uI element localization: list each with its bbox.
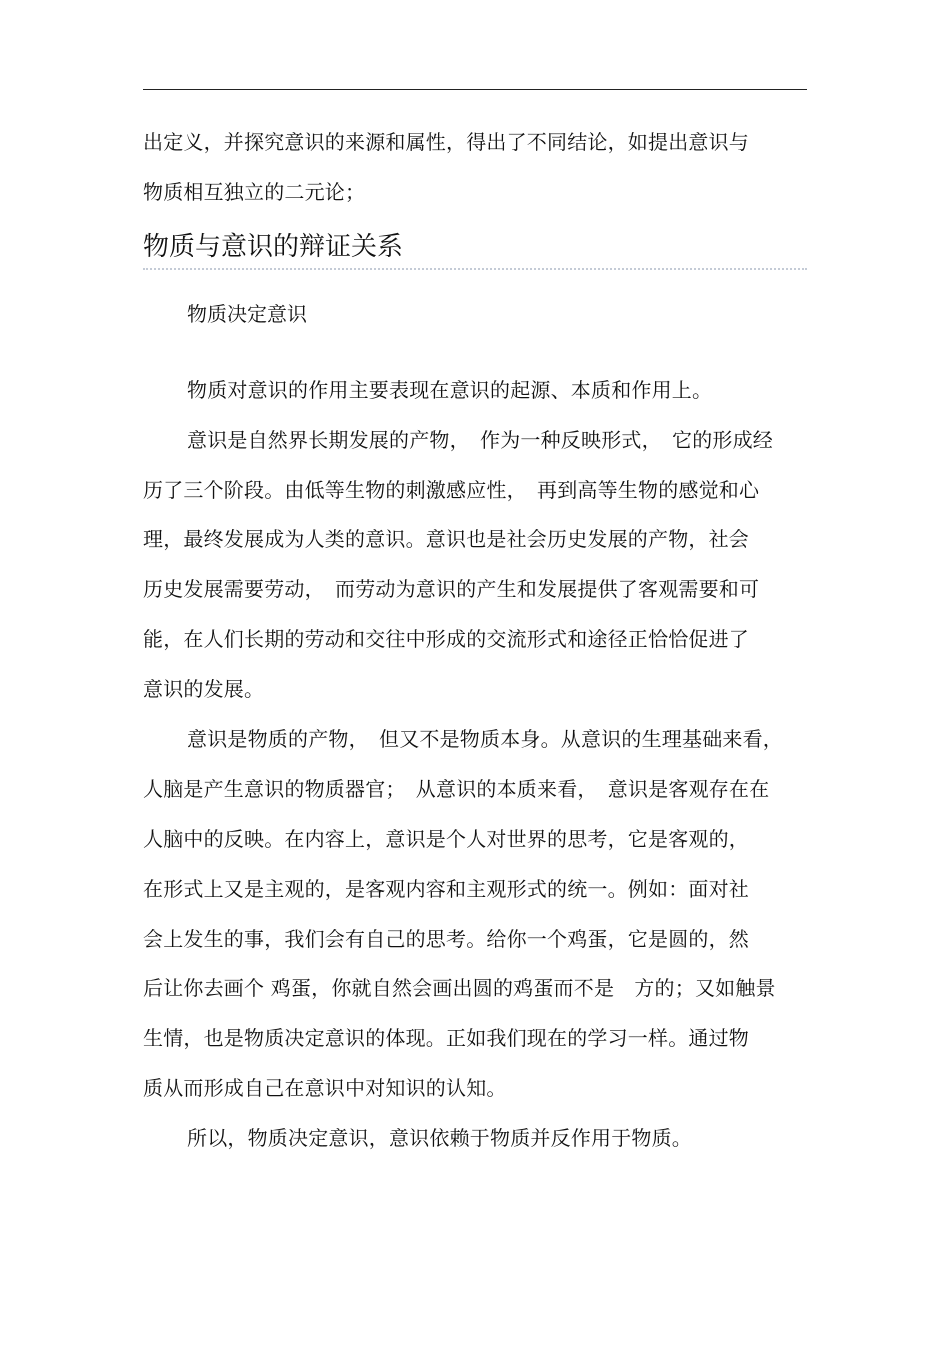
paragraph-3-line-5: 会上发生的事，我们会有自己的思考。给你一个鸡蛋，它是圆的，然 xyxy=(143,927,749,951)
paragraph-2-line-1: 意识是自然界长期发展的产物， 作为一种反映形式， 它的形成经 xyxy=(187,428,773,452)
heading-underline xyxy=(143,268,807,270)
paragraph-3-line-6: 后让你去画个 鸡蛋，你就自然会画出圆的鸡蛋而不是 方的；又如触景 xyxy=(143,976,776,1000)
paragraph-3-line-4: 在形式上又是主观的，是客观内容和主观形式的统一。例如：面对社 xyxy=(143,877,749,901)
paragraph-3-line-8: 质从而形成自己在意识中对知识的认知。 xyxy=(143,1076,507,1100)
paragraph-4-line-1: 所以，物质决定意识，意识依赖于物质并反作用于物质。 xyxy=(187,1126,692,1150)
paragraph-1-line-1: 物质对意识的作用主要表现在意识的起源、本质和作用上。 xyxy=(187,378,713,402)
paragraph-2-line-5: 能，在人们长期的劳动和交往中形成的交流形式和途径正恰恰促进了 xyxy=(143,627,749,651)
intro-line-2: 物质相互独立的二元论； xyxy=(143,180,366,204)
paragraph-2-line-3: 理，最终发展成为人类的意识。意识也是社会历史发展的产物，社会 xyxy=(143,527,749,551)
paragraph-2-line-4: 历史发展需要劳动， 而劳动为意识的产生和发展提供了客观需要和可 xyxy=(143,577,760,601)
paragraph-3-line-7: 生情，也是物质决定意识的体现。正如我们现在的学习一样。通过物 xyxy=(143,1026,749,1050)
header-rule xyxy=(143,89,807,90)
section-heading: 物质与意识的辩证关系 xyxy=(143,232,404,262)
subsection-heading: 物质决定意识 xyxy=(187,302,307,326)
paragraph-3-line-3: 人脑中的反映。在内容上，意识是个人对世界的思考，它是客观的， xyxy=(143,827,749,851)
intro-line-1: 出定义，并探究意识的来源和属性，得出了不同结论，如提出意识与 xyxy=(143,130,749,154)
paragraph-3-line-1: 意识是物质的产物， 但又不是物质本身。从意识的生理基础来看， xyxy=(187,727,783,751)
paragraph-2-line-6: 意识的发展。 xyxy=(143,677,265,701)
paragraph-3-line-2: 人脑是产生意识的物质器官； 从意识的本质来看， 意识是客观存在在 xyxy=(143,777,770,801)
paragraph-2-line-2: 历了三个阶段。由低等生物的刺激感应性， 再到高等生物的感觉和心 xyxy=(143,478,760,502)
